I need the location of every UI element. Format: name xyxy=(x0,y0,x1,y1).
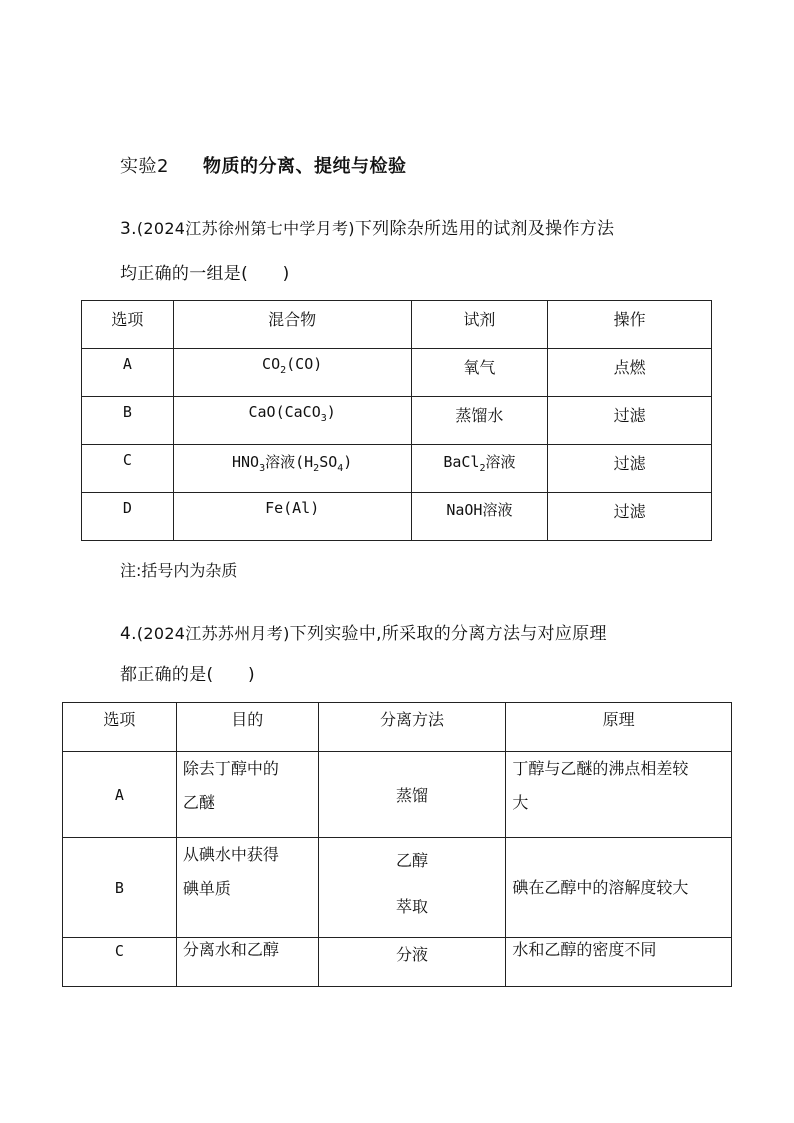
q4-stem-line2 xyxy=(120,660,255,685)
header-cell: 试剂 xyxy=(411,301,548,349)
purpose-line: 碘单质 xyxy=(182,879,231,898)
formula-part: (CO) xyxy=(286,355,323,373)
header-cell: 原理 xyxy=(506,703,732,752)
principle-line: 大 xyxy=(512,793,529,812)
header-cell: 目的 xyxy=(176,703,318,752)
header-cell: 选项 xyxy=(63,703,177,752)
formula-part: SO xyxy=(319,453,338,471)
formula-part: ) xyxy=(343,453,353,471)
option-cell: D xyxy=(82,493,174,541)
q3-stem-line1 xyxy=(120,214,614,239)
table-row xyxy=(82,397,712,445)
reagent-cell: 蒸馏水 xyxy=(411,397,548,445)
formula-part: BaCl xyxy=(443,453,480,471)
formula-part: HNO xyxy=(231,453,260,471)
section-title: 物质的分离、提纯与检验 xyxy=(202,156,407,177)
header-cell: 分离方法 xyxy=(318,703,506,752)
q4-table xyxy=(62,702,732,987)
formula-subscript: 2 xyxy=(313,463,320,474)
formula-part: 溶液 xyxy=(485,453,516,471)
method-line: 萃取 xyxy=(395,897,428,916)
operation-cell: 过滤 xyxy=(548,397,712,445)
mixture-cell xyxy=(173,445,411,493)
table-row xyxy=(82,349,712,397)
formula-part: ) xyxy=(326,403,336,421)
method-line: 乙醇 xyxy=(395,851,428,870)
option-cell: A xyxy=(63,752,177,838)
purpose-line: 从碘水中获得 xyxy=(182,845,279,864)
formula-subscript: 2 xyxy=(280,365,287,376)
formula-part: CaO(CaCO xyxy=(248,403,321,421)
q3-stem-line2 xyxy=(120,259,290,284)
header-cell: 操作 xyxy=(548,301,712,349)
header-cell: 选项 xyxy=(82,301,174,349)
q4-source: (2024江苏苏州月考) xyxy=(136,624,290,643)
principle-cell: 碘在乙醇中的溶解度较大 xyxy=(506,838,732,938)
table-row xyxy=(63,938,732,987)
option-cell: C xyxy=(63,938,177,987)
reagent-cell: NaOH溶液 xyxy=(411,493,548,541)
method-cell: 分液 xyxy=(318,938,506,987)
purpose-cell xyxy=(176,752,318,838)
q4-number: 4. xyxy=(120,624,137,644)
formula-subscript: 2 xyxy=(479,463,486,474)
method-cell: 蒸馏 xyxy=(318,752,506,838)
section-heading xyxy=(120,152,406,178)
formula-subscript: 3 xyxy=(259,463,266,474)
purpose-cell: 分离水和乙醇 xyxy=(176,938,318,987)
formula-part: CO xyxy=(262,355,281,373)
table-header-row xyxy=(63,703,732,752)
purpose-line: 除去丁醇中的 xyxy=(182,759,279,778)
table-row xyxy=(82,493,712,541)
mixture-cell xyxy=(173,349,411,397)
table-row xyxy=(63,838,732,938)
table-row xyxy=(82,445,712,493)
formula-part: 溶液(H xyxy=(265,453,314,471)
reagent-cell: 氧气 xyxy=(411,349,548,397)
q3-table-note: 注:括号内为杂质 xyxy=(120,561,238,580)
reagent-cell xyxy=(411,445,548,493)
q4-stem-line1 xyxy=(120,619,607,644)
principle-line: 丁醇与乙醚的沸点相差较 xyxy=(512,759,689,778)
mixture-cell: Fe(Al) xyxy=(173,493,411,541)
section-label: 实验2 xyxy=(120,156,169,177)
q3-source: (2024江苏徐州第七中学月考) xyxy=(136,219,355,238)
purpose-cell xyxy=(176,838,318,938)
principle-cell xyxy=(506,752,732,838)
option-cell: C xyxy=(82,445,174,493)
q3-text-line2: 均正确的一组是( ) xyxy=(120,264,290,284)
table-row xyxy=(63,752,732,838)
table-header-row xyxy=(82,301,712,349)
formula-subscript: 3 xyxy=(320,413,327,424)
q3-text-line1: 下列除杂所选用的试剂及操作方法 xyxy=(354,219,615,239)
purpose-line: 乙醚 xyxy=(182,793,215,812)
option-cell: B xyxy=(63,838,177,938)
operation-cell: 过滤 xyxy=(548,445,712,493)
operation-cell: 过滤 xyxy=(548,493,712,541)
operation-cell: 点燃 xyxy=(548,349,712,397)
q3-number: 3. xyxy=(120,219,137,239)
principle-cell: 水和乙醇的密度不同 xyxy=(506,938,732,987)
q4-text-line2: 都正确的是( ) xyxy=(120,665,255,685)
q4-text-line1: 下列实验中,所采取的分离方法与对应原理 xyxy=(289,624,607,644)
header-cell: 混合物 xyxy=(173,301,411,349)
q3-table xyxy=(81,300,712,541)
formula-subscript: 4 xyxy=(337,463,344,474)
method-cell xyxy=(318,838,506,938)
mixture-cell xyxy=(173,397,411,445)
option-cell: B xyxy=(82,397,174,445)
option-cell: A xyxy=(82,349,174,397)
